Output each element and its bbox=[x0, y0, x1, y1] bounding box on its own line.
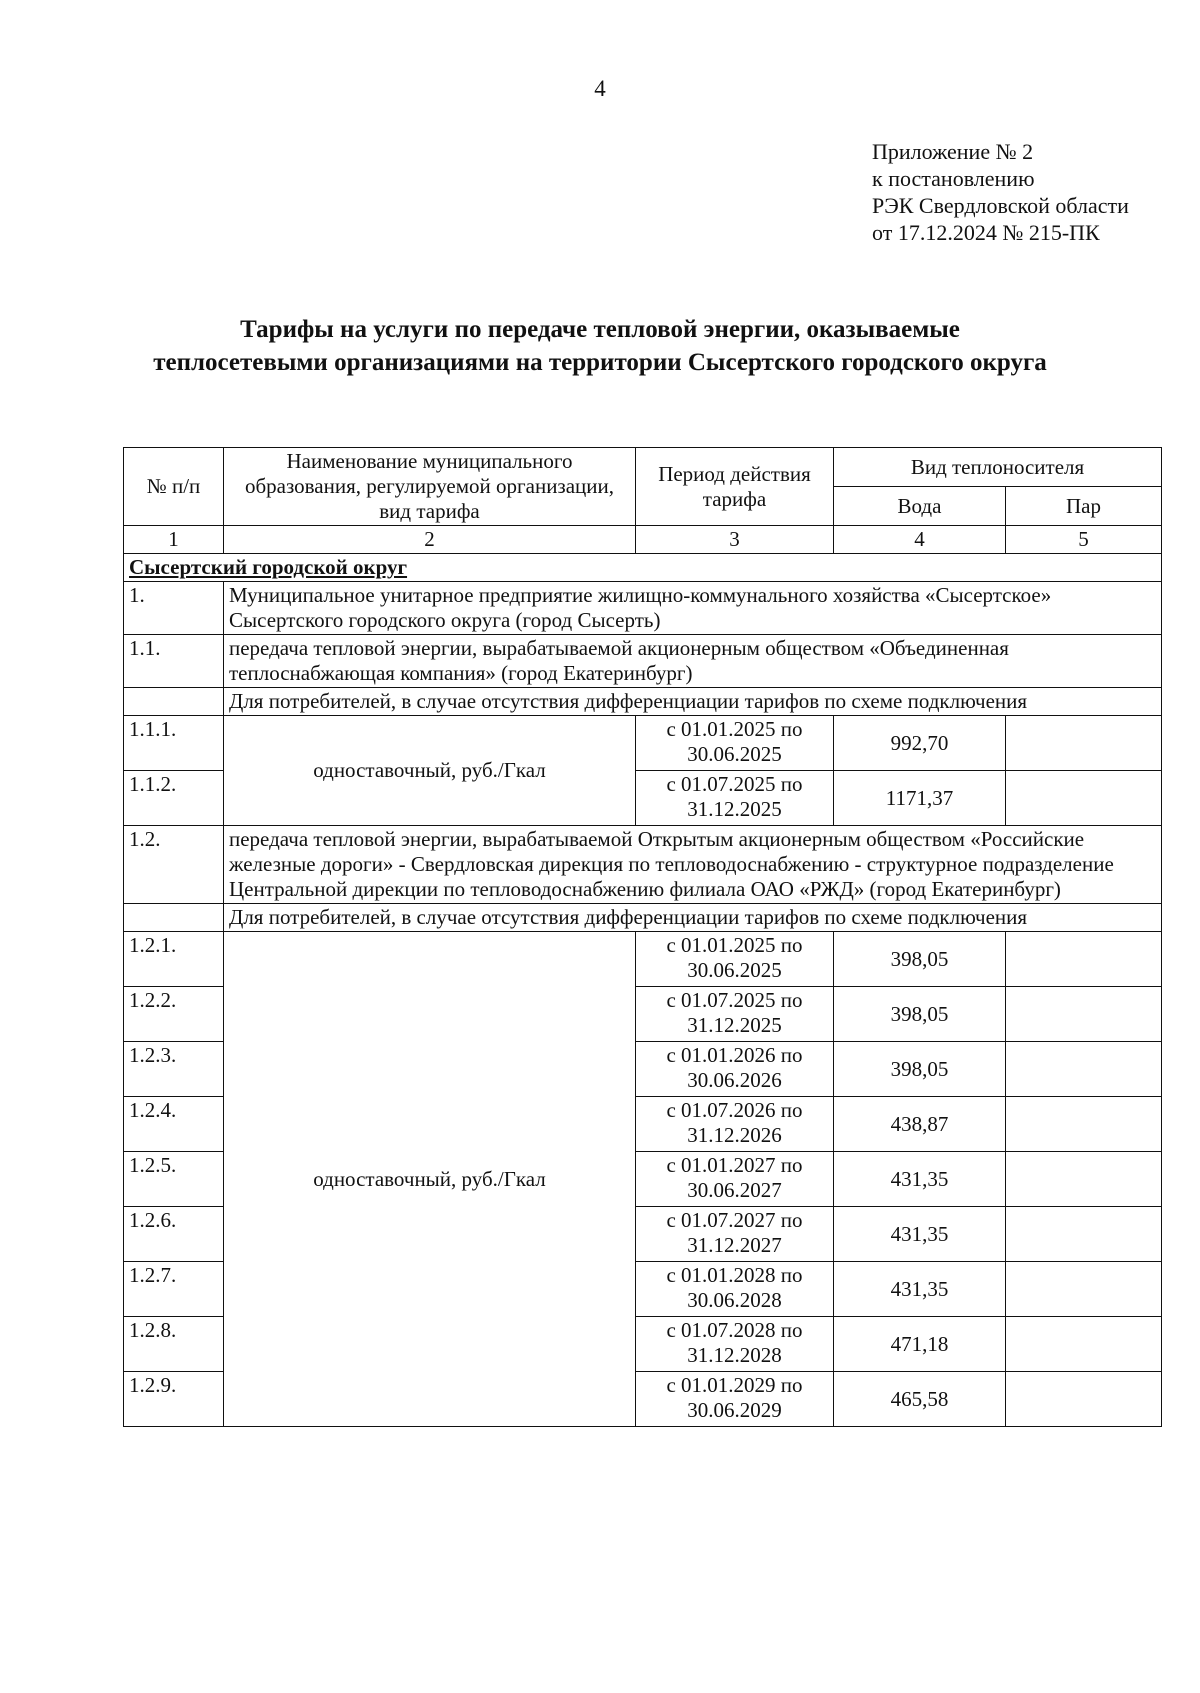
appendix-line: к постановлению bbox=[872, 166, 1035, 191]
tariff-period: с 01.01.2025 по 30.06.2025 bbox=[636, 932, 834, 987]
tariff-table bbox=[123, 447, 1162, 1427]
steam-value bbox=[1006, 1317, 1162, 1372]
header-name: Наименование муниципального образования, регулируемой организации, вид тарифа bbox=[224, 448, 636, 526]
water-value: 1171,37 bbox=[834, 771, 1006, 826]
water-value: 398,05 bbox=[834, 1042, 1006, 1097]
column-number: 1 bbox=[124, 526, 224, 554]
column-number-row bbox=[124, 526, 1162, 554]
water-value: 465,58 bbox=[834, 1372, 1006, 1427]
org-name: Муниципальное унитарное предприятие жилищно-коммунального хозяйства «Сысертское» Сысертского городского округа (город Сысерть) bbox=[224, 582, 1162, 635]
row-number: 1.2.2. bbox=[124, 987, 224, 1042]
row-number: 1.2.6. bbox=[124, 1207, 224, 1262]
steam-value bbox=[1006, 1097, 1162, 1152]
steam-value bbox=[1006, 1372, 1162, 1427]
row-number: 1.2. bbox=[124, 826, 224, 904]
row-number: 1.2.1. bbox=[124, 932, 224, 987]
title-line: теплосетевыми организациями на территории Сысертского городского округа bbox=[153, 349, 1047, 376]
column-number: 4 bbox=[834, 526, 1006, 554]
document-title bbox=[0, 313, 1200, 379]
row-number: 1.2.7. bbox=[124, 1262, 224, 1317]
row-number: 1.2.4. bbox=[124, 1097, 224, 1152]
steam-value bbox=[1006, 1207, 1162, 1262]
consumers-note: Для потребителей, в случае отсутствия дифференциации тарифов по схеме подключения bbox=[224, 904, 1162, 932]
water-value: 431,35 bbox=[834, 1207, 1006, 1262]
column-number: 5 bbox=[1006, 526, 1162, 554]
steam-value bbox=[1006, 1152, 1162, 1207]
appendix-line: Приложение № 2 bbox=[872, 139, 1034, 164]
sub-org-row bbox=[124, 635, 1162, 688]
consumers-note: Для потребителей, в случае отсутствия дифференциации тарифов по схеме подключения bbox=[224, 688, 1162, 716]
row-number: 1.1.1. bbox=[124, 716, 224, 771]
tariff-row bbox=[124, 716, 1162, 771]
page-number: 4 bbox=[594, 76, 606, 101]
tariff-type: одноставочный, руб./Гкал bbox=[224, 932, 636, 1427]
tariff-type: одноставочный, руб./Гкал bbox=[224, 716, 636, 826]
sub-org-name: передача тепловой энергии, вырабатываемой акционерным обществом «Объединенная теплоснабжающая компания» (город Екатеринбург) bbox=[224, 635, 1162, 688]
appendix-line: от 17.12.2024 № 215-ПК bbox=[872, 220, 1100, 245]
water-value: 398,05 bbox=[834, 987, 1006, 1042]
row-number: 1.2.3. bbox=[124, 1042, 224, 1097]
header-water: Вода bbox=[834, 487, 1006, 526]
column-number: 2 bbox=[224, 526, 636, 554]
header-carrier: Вид теплоносителя bbox=[834, 448, 1162, 487]
row-number: 1.2.5. bbox=[124, 1152, 224, 1207]
empty-cell bbox=[124, 904, 224, 932]
steam-value bbox=[1006, 1042, 1162, 1097]
row-number: 1.2.9. bbox=[124, 1372, 224, 1427]
header-steam: Пар bbox=[1006, 487, 1162, 526]
header-row bbox=[124, 448, 1162, 487]
steam-value bbox=[1006, 771, 1162, 826]
tariff-row bbox=[124, 932, 1162, 987]
water-value: 992,70 bbox=[834, 716, 1006, 771]
header-period: Период действия тарифа bbox=[636, 448, 834, 526]
consumers-row bbox=[124, 688, 1162, 716]
tariff-period: с 01.01.2028 по 30.06.2028 bbox=[636, 1262, 834, 1317]
column-number: 3 bbox=[636, 526, 834, 554]
steam-value bbox=[1006, 932, 1162, 987]
consumers-row bbox=[124, 904, 1162, 932]
tariff-period: с 01.07.2028 по 31.12.2028 bbox=[636, 1317, 834, 1372]
tariff-period: с 01.07.2026 по 31.12.2026 bbox=[636, 1097, 834, 1152]
sub-org-row bbox=[124, 826, 1162, 904]
header-num: № п/п bbox=[124, 448, 224, 526]
water-value: 471,18 bbox=[834, 1317, 1006, 1372]
water-value: 431,35 bbox=[834, 1152, 1006, 1207]
sub-org-name: передача тепловой энергии, вырабатываемой Открытым акционерным обществом «Российские железные дороги» - Свердловская дирекция по тепловодоснабжению - структурное подразделение Центральной дирекции по тепловодоснабжению филиала ОАО «РЖД» (город Екатеринбург) bbox=[224, 826, 1162, 904]
empty-cell bbox=[124, 688, 224, 716]
appendix-line: РЭК Свердловской области bbox=[872, 193, 1129, 218]
tariff-period: с 01.01.2025 по 30.06.2025 bbox=[636, 716, 834, 771]
water-value: 431,35 bbox=[834, 1262, 1006, 1317]
tariff-period: с 01.01.2027 по 30.06.2027 bbox=[636, 1152, 834, 1207]
appendix-reference bbox=[872, 138, 1129, 246]
row-number: 1.2.8. bbox=[124, 1317, 224, 1372]
title-line: Тарифы на услуги по передаче тепловой энергии, оказываемые bbox=[240, 316, 960, 343]
tariff-period: с 01.01.2029 по 30.06.2029 bbox=[636, 1372, 834, 1427]
org-row bbox=[124, 582, 1162, 635]
tariff-period: с 01.07.2025 по 31.12.2025 bbox=[636, 771, 834, 826]
tariff-period: с 01.07.2027 по 31.12.2027 bbox=[636, 1207, 834, 1262]
row-number: 1. bbox=[124, 582, 224, 635]
steam-value bbox=[1006, 716, 1162, 771]
tariff-period: с 01.01.2026 по 30.06.2026 bbox=[636, 1042, 834, 1097]
row-number: 1.1. bbox=[124, 635, 224, 688]
district-name: Сысертский городской округ bbox=[124, 554, 1162, 582]
water-value: 438,87 bbox=[834, 1097, 1006, 1152]
district-row bbox=[124, 554, 1162, 582]
tariff-period: с 01.07.2025 по 31.12.2025 bbox=[636, 987, 834, 1042]
steam-value bbox=[1006, 1262, 1162, 1317]
steam-value bbox=[1006, 987, 1162, 1042]
row-number: 1.1.2. bbox=[124, 771, 224, 826]
water-value: 398,05 bbox=[834, 932, 1006, 987]
